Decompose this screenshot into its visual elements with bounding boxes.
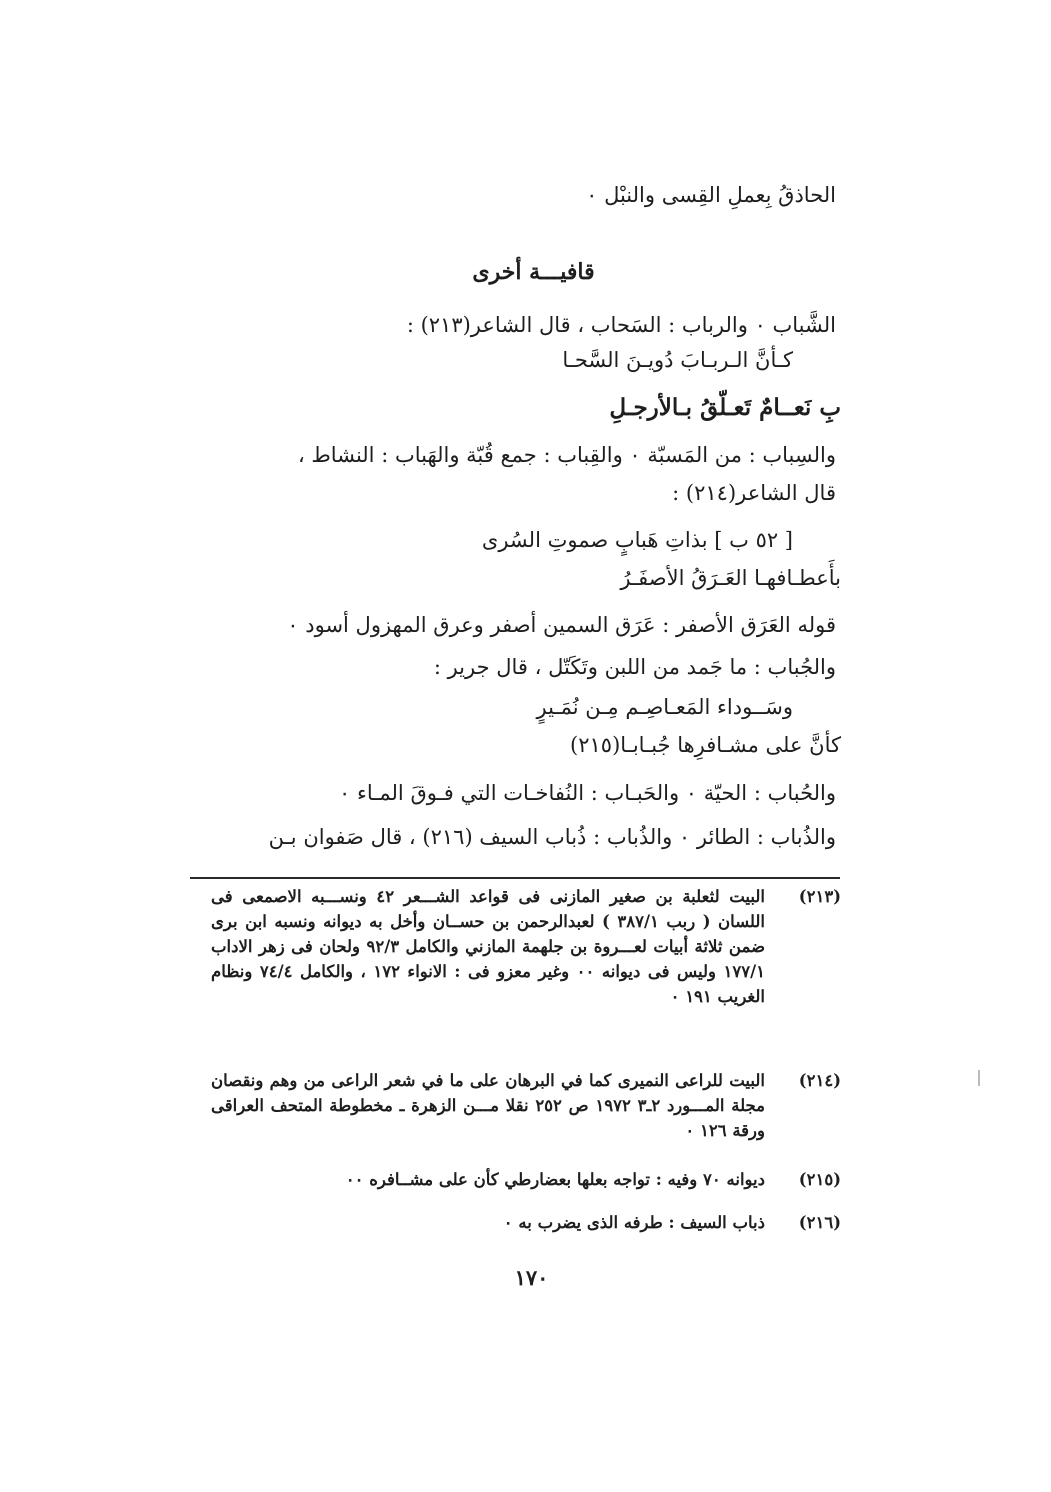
text-line-1: الشَّباب ٠ والرباب : السَحاب ، قال الشاعر(٢١٣) :: [406, 313, 836, 337]
footnote-215: [211, 1167, 841, 1192]
text-line-6: والحُباب : الحيّة ٠ والحَبـاب : النُفاخـات التي فـوقَ المـاء ٠: [339, 781, 836, 805]
footnote-number: (٢١٦): [798, 1213, 841, 1232]
footnote-213: [211, 884, 841, 1009]
opening-line: الحاذقُ بِعملِ القِسى والنبْل ٠: [586, 183, 836, 207]
footnote-number: (٢١٣): [798, 887, 841, 906]
text-line-7: والذُباب : الطائر ٠ والذُباب : ذُباب السيف (٢١٦) ، قال صَفوان بـن: [268, 825, 836, 849]
footnote-text: ديوانه ٧٠ وفيه : تواجه بعلها بعضارطي كأن على مشــافره ٠٠: [345, 1170, 765, 1189]
footnote-214: [211, 1068, 841, 1143]
verse-1-second-hemistich: بِ نَعــامٌ تَعـلّقُ بـالأرجـلِ: [609, 394, 841, 421]
footnote-number: (٢١٤): [798, 1071, 841, 1090]
verse-2-first-hemistich: [ ٥٢ ب ] بذاتِ هَبابٍ صموتِ السُرى: [481, 528, 793, 552]
scan-speck: [978, 1070, 980, 1086]
verse-3-first-hemistich: وسَــوداء المَعـاصِـم مِـن نُمَـيرٍ: [536, 695, 793, 719]
footnote-text: ذباب السيف : طرفه الذى يضرب به ٠: [503, 1213, 765, 1232]
page-number: ١٧٠: [514, 1265, 549, 1290]
footnote-text: البيت لثعلبة بن صغير المازنى فى قواعد الشـــعر ٤٢ ونســـبه الاصمعى فى اللسان ( ربب ٣٨٧/١ ) لعبدالرحمن بن حســان وأخل به ديوانه ونسبه ابن برى ضمن ثلاثة أبيات لعـــروة بن جلهمة المازني والكامل ٩٢/٣ ولحان فى زهر الاداب ١٧٧/١ وليس فى ديوانه ٠٠ وغير معزو فى : الانواء ١٧٢ ، والكامل ٧٤/٤ ونظام الغريب ١٩١ ٠: [211, 887, 765, 1006]
verse-2-second-hemistich: بأَعطـافهـا العَـرَقُ الأصفَـرُ: [620, 566, 841, 590]
footnote-number: (٢١٥): [798, 1170, 841, 1189]
text-line-4: قوله العَرَق الأصفر : عَرَق السمين أصفر وعرق المهزول أسود ٠: [287, 613, 836, 637]
footnote-separator: [190, 877, 840, 879]
footnote-216: [211, 1210, 841, 1235]
text-line-3: قال الشاعر(٢١٤) :: [672, 481, 836, 505]
text-line-2: والسِباب : من المَسبّة ٠ والقِباب : جمع قُبّة والهَباب : النشاط ،: [297, 443, 836, 467]
section-title: قافيـــة أخرى: [472, 259, 595, 285]
text-line-5: والجُباب : ما جَمد من اللبن وتَكَتّل ، قال جرير :: [433, 655, 836, 679]
verse-3-second-hemistich: كأنَّ على مشـافرِها جُبـابـا(٢١٥): [570, 733, 841, 757]
footnote-text: البيت للراعى النميرى كما في البرهان على ما في شعر الراعى من وهم ونقصان مجلة المـــورد ٢ـ٣ ١٩٧٢ ص ٢٥٢ نقلا مـــن الزهرة ـ مخطوطة المتحف العراقى ورقة ١٢٦ ٠: [211, 1071, 766, 1140]
verse-1-first-hemistich: كـأنَّ الـربـابَ دُويـنَ السَّحـا: [562, 348, 793, 372]
